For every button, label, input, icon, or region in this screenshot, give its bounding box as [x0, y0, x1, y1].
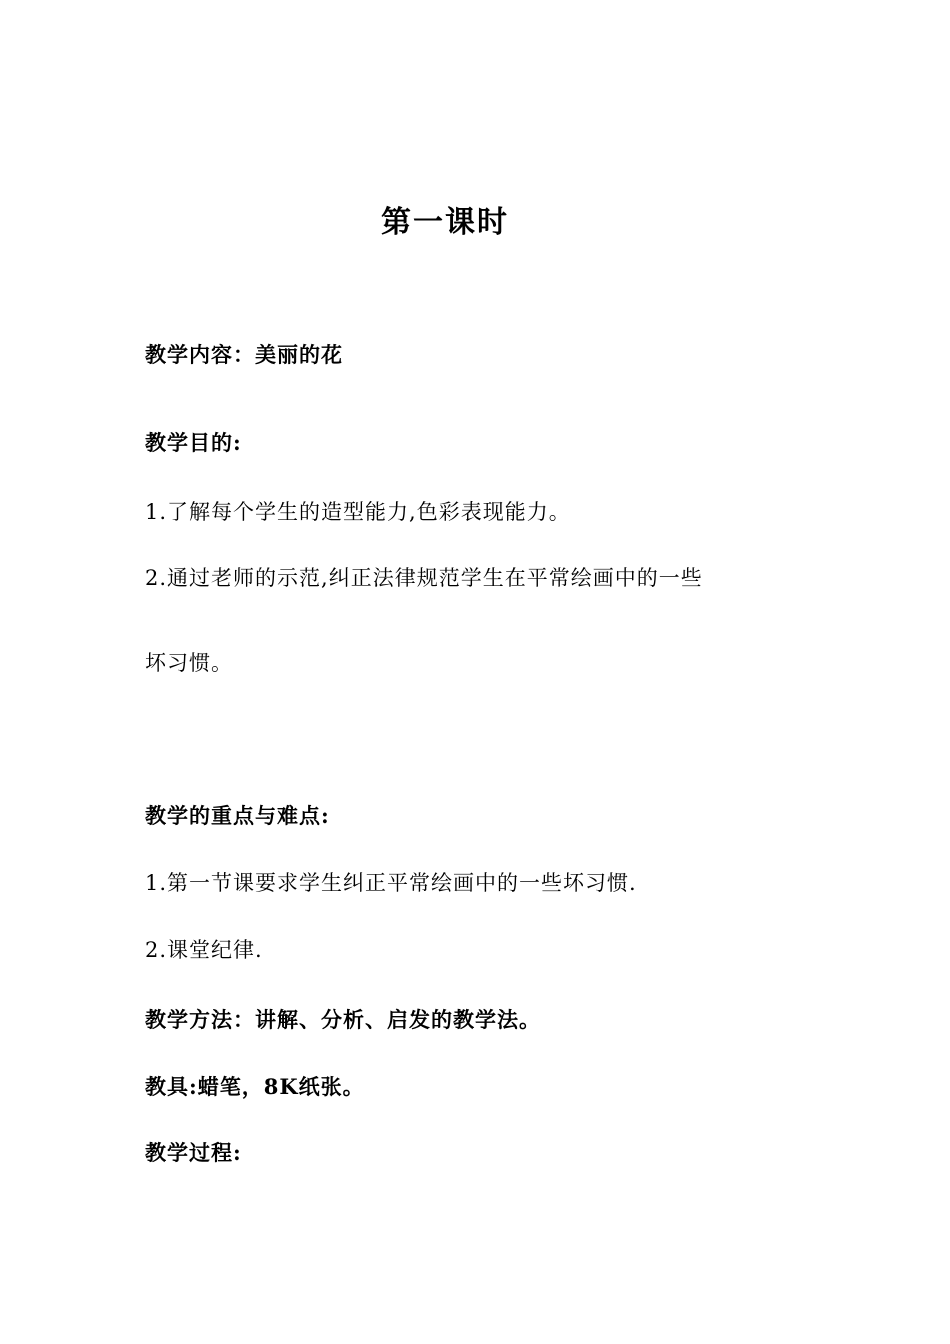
key-item-1: 1.第一节课要求学生纠正平常绘画中的一些坏习惯.: [145, 871, 637, 895]
teaching-tools-line: 教具:蜡笔，8K纸张。: [145, 1074, 365, 1099]
purpose-item-1: 1.了解每个学生的造型能力,色彩表现能力。: [145, 500, 571, 524]
key-item-2: 2.课堂纪律.: [145, 938, 263, 962]
teaching-process-heading: 教学过程:: [145, 1140, 242, 1165]
purpose-item-2-continued: 坏习惯。: [145, 651, 233, 675]
purpose-item-2: 2.通过老师的示范,纠正法律规范学生在平常绘画中的一些: [145, 566, 703, 590]
page-title: 第一课时: [381, 205, 509, 240]
teaching-method-line: 教学方法：讲解、分析、启发的教学法。: [145, 1007, 541, 1032]
teaching-content-line: 教学内容：美丽的花: [145, 342, 343, 367]
teaching-purpose-heading: 教学目的:: [145, 430, 242, 455]
key-points-heading: 教学的重点与难点:: [145, 803, 330, 828]
